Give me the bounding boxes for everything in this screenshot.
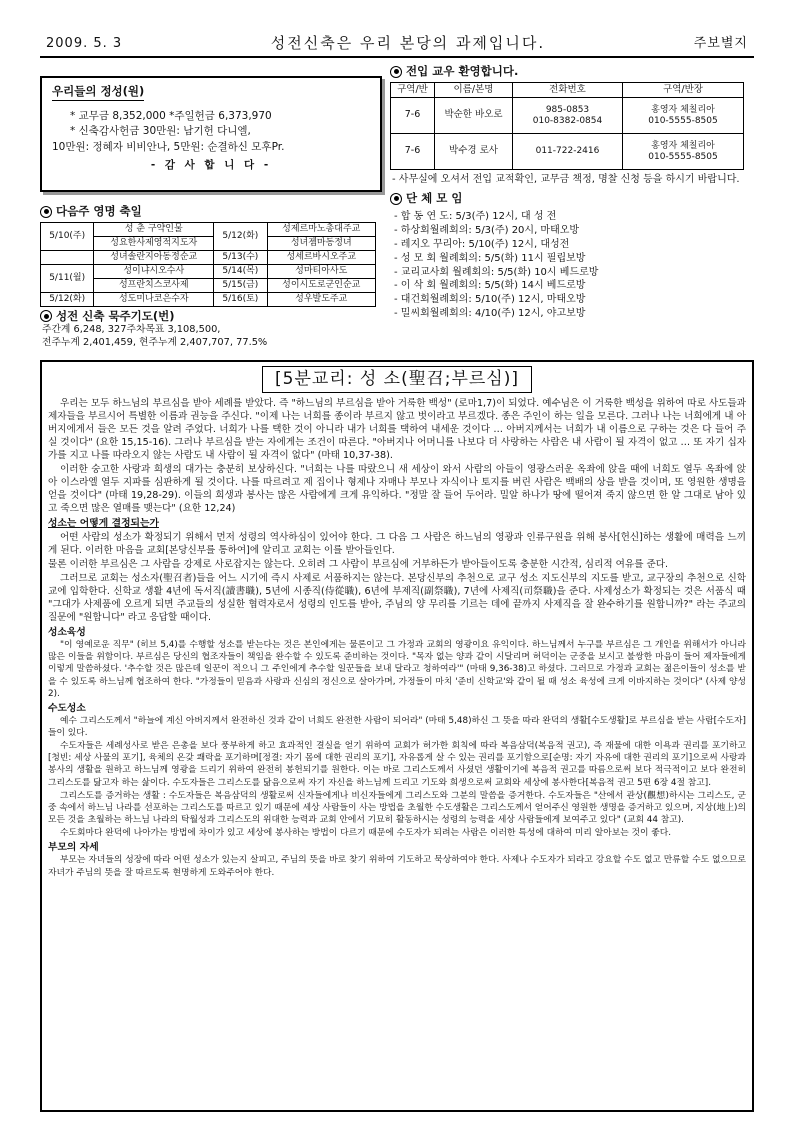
phone-line: 985-0853 <box>545 104 590 115</box>
lesson-paragraph: 그러므로 교회는 성소자(聖召者)들을 어느 시기에 즉시 사제로 서품하지는 않는다. 본당신부의 추천으로 교구 성소 지도신부의 지도를 받고, 교구장의 추천으로 신학교에 입학한다. 신학교 생활 4년에 독서직(讀書職), 5년에 시종직(侍從職), 6년에 부제직(副祭職), 7년에 사제직(司祭職)을 준다. 사제성소가 확정되는 것은 서품식 때 "그대가 사제품에 오르게 되면 주교들의 성실한 협력자로서 성령의 인도를 받아, 주님의 양 무리를 기르는 데에 끝까지 사제직을 잘 완수하기를 원합니까?" 라는 주교의 질문에 "원합니다" 라고 응답할 때이다. <box>48 572 746 623</box>
bullet-circle-icon <box>40 206 52 218</box>
column-header: 구역/반 <box>391 82 435 98</box>
lesson-subheading: 수도성소 <box>48 702 86 714</box>
feast-saint-cell: 성이냐시오수사 <box>94 264 214 278</box>
table-row <box>41 222 376 236</box>
offering-box <box>40 76 382 192</box>
feast-date-cell: 5/12(화) <box>214 222 267 250</box>
lesson-small-section <box>48 626 746 879</box>
feast-saint-cell: 성이시도로군인순교 <box>267 278 376 292</box>
feast-date-cell: 5/13(수) <box>214 250 267 264</box>
feast-date-cell: 5/11(월) <box>41 264 94 292</box>
name-cell: 박순한 바오로 <box>435 98 513 134</box>
lesson-subheading: 성소육성 <box>48 626 86 638</box>
feast-saint-cell: 성프란치스코사제 <box>94 278 214 292</box>
feast-date-cell: 5/14(목) <box>214 264 267 278</box>
feast-saint-cell: 성제르마노총대주교 <box>267 222 376 236</box>
feast-date-cell: 5/10(주) <box>41 222 94 250</box>
offering-thanks: - 감 사 합 니 다 - <box>150 158 272 171</box>
phone-cell <box>513 134 623 170</box>
top-section <box>40 64 754 354</box>
lesson-paragraph: 어떤 사람의 성소가 확정되기 위해서 먼저 성령의 역사하심이 있어야 한다. 그 다음 그 사람은 하느님의 영광과 인류구원을 위해 봉사[헌신]하는 생활에 매력을 느끼게 된다. 이러한 마음을 교회[본당신부를 통하여]에 알리고 교회는 이를 받아들인다. <box>48 531 746 556</box>
lesson-paragraph: 우리는 모두 하느님의 부르심을 받아 세례를 받았다. 즉 "하느님의 부르심을 받아 거룩한 백성" (로마1,7)이 되었다. 예수님은 이 거룩한 백성을 위하여 따로 사도들과 제자들을 부르시어 특별한 이름과 권능을 주신다. "이제 나는 너희를 종이라 부르지 않고 벗이라고 부르겠다. 종은 주인이 하는 일을 모른다. 그러나 나는 너희에게 내 아버지에게서 들은 모든 것을 알려 주었다. 너희가 나를 택한 것이 아니라 내가 너희를 택하여 내세운 것이다 … 아버지께서는 너희가 내 이름으로 구하는 것은 다 들어 주실 것이다" (요한 15,15-16). 그러나 부르심을 받는 자에게는 조건이 따른다. "아버지나 어머니를 나보다 더 사랑하는 사람은 내 사람이 될 자격이 없고 … 또 자기 십자가를 지고 나를 따라오지 않는 사람도 내 사람이 될 자격이 없다" (마태 10,37-38). <box>48 397 746 462</box>
list-item: - 하상회월례회의: 5/3(주) 20시, 마태오방 <box>394 225 580 237</box>
list-item: - 레지오 꾸리아: 5/10(주) 12시, 대성전 <box>394 238 570 250</box>
leader-cell <box>623 98 744 134</box>
leader-name: 홍영자 체칠리아 <box>651 140 715 151</box>
list-item: - 대건회월례회의: 5/10(주) 12시, 마태오방 <box>394 294 586 306</box>
prayer-title-row <box>40 309 382 325</box>
leader-phone: 010-5555-8505 <box>648 151 718 162</box>
table-row <box>41 250 376 264</box>
lesson-paragraph: 그리스도를 증거하는 생활 : 수도자들은 복음삼덕의 생활로써 신자들에게나 비신자들에게 그리스도와 그분의 말씀을 증거한다. 수도자들은 "산에서 관상(觀想)하시는 그리스도, 군중 속에서 하느님 나라를 선포하는 그리스도를 따르고 있기 때문에 세상 사람들이 사는 방법을 초월한 수도생활은 그리스도께서 얻어주신 영원한 생명을 증거하고 있으며, 지상(地上)의 모든 것을 초월하는 하느님 나라의 탁월성과 그리스도의 위대한 능력과 교회 안에서 기묘히 활동하시는 성령의 능력을 세상 사람들에게 보여주고 있다" (교회 44 참고). <box>48 790 746 825</box>
lesson-paragraph: 이러한 숭고한 사랑과 희생의 대가는 충분히 보상하신다. "너희는 나를 따랐으니 새 세상이 와서 사람의 아들이 영광스러운 옥좌에 앉을 때에 너희도 열두 옥좌에 앉아 이스라엘 열두 지파를 심판하게 될 것이다. 나를 따르려고 제 집이나 형제나 자매나 부모나 자식이나 토지를 버린 사람은 백배의 상을 받을 것이며, 또 영원한 생명을 얻을 것이다" (마태 19,28-29). 이들의 희생과 봉사는 많은 사람에게 크게 유익하다. "정말 잘 들어 두어라. 밀알 하나가 땅에 떨어져 죽지 않으면 한 알 그대로 남아 있고 죽으면 많은 열매를 맺는다" (요한 12,24) <box>48 464 746 515</box>
list-item: - 밀씨회월례회의: 4/10(주) 12시, 야고보방 <box>394 307 586 319</box>
meetings-list <box>390 210 754 320</box>
table-header-row <box>391 82 744 98</box>
lesson-paragraph: 수도자들은 세례성사로 받은 은총을 보다 풍부하게 하고 효과적인 결실을 얻기 위하여 교회가 허가한 회칙에 따라 복음삼덕(복음적 권고), 즉 재물에 대한 이욕과 권리를 포기하고[청빈: 세상 사물의 포기], 육체의 온갖 쾌락을 포기하며[정결: 자기 몸에 대한 권리의 포기], 자유롭게 살 수 있는 권리를 포기함으로[순명: 자기 자유에 대한 권리의 포기]으로써 사랑과 봉사의 생활을 원하고 하느님께 영광을 드리기 위하여 완전히 봉헌되기를 원한다. 이는 바로 그리스도께서 사셨던 생활이기에 복음적 권고를 따름으로써 보다 적극적이고 보다 완전히 그리스도를 닮고자 하는 삶이다. 수도자들은 그리스도를 닮음으로써 자기 자신을 하느님께 드리고 기도와 희생으로써 교회와 세상에 봉사한다[복음적 권고 5편 6장 4절 참고]. <box>48 741 746 788</box>
lesson-title: [5분교리: 성 소(聖召;부르심)] <box>262 366 532 393</box>
welcome-title: 전입 교우 환영합니다. <box>406 64 519 78</box>
issue-date: 2009. 5. 3 <box>46 36 123 52</box>
right-column <box>382 64 754 354</box>
zone-cell: 7-6 <box>391 134 435 170</box>
welcome-table <box>390 82 744 171</box>
table-row <box>41 264 376 278</box>
welcome-note: - 사무실에 오셔서 전입 교적확인, 교무금 책정, 명찰 신청 등을 하시기 바랍니다. <box>392 174 740 186</box>
edition-label: 주보별지 <box>693 36 748 52</box>
column-header: 전화번호 <box>513 82 623 98</box>
feast-saint-cell: 성마티아사도 <box>267 264 376 278</box>
column-header: 구역/반장 <box>623 82 744 98</box>
lesson-subheading: 성소는 어떻게 결정되는가 <box>48 518 159 530</box>
feast-title: 다음주 영명 축일 <box>56 204 142 218</box>
feast-saint-cell: 성우발도주교 <box>267 292 376 306</box>
feast-saint-cell: 성요한사제영적지도자 <box>94 236 214 250</box>
welcome-title-row <box>390 64 754 80</box>
feast-table <box>40 222 376 307</box>
feast-saint-cell: 성녀젬마동정녀 <box>267 236 376 250</box>
phone-line: 011-722-2416 <box>535 146 600 157</box>
table-row <box>391 134 744 170</box>
lesson-frame <box>40 360 754 1112</box>
leader-phone: 010-5555-8505 <box>648 115 718 126</box>
prayer-summary <box>40 324 382 349</box>
table-row <box>391 98 744 134</box>
leader-name: 홍영자 체칠리아 <box>651 104 715 115</box>
name-cell: 박수경 로사 <box>435 134 513 170</box>
prayer-line-1: 주간계 6,248, 327주차목표 3,108,500, <box>42 324 221 336</box>
page-title: 성전신축은 우리 본당의 과제입니다. <box>270 33 546 52</box>
bullet-circle-icon <box>40 310 52 322</box>
bulletin-page <box>40 28 754 1112</box>
lesson-paragraph: 부모는 자녀들의 성장에 따라 어떤 성소가 있는지 살피고, 주님의 뜻을 바로 찾기 위하여 기도하고 묵상하여야 한다. 사제나 수도자가 되라고 강요할 수도 없고 만류할 수도 없으므로 자녀가 주님의 뜻을 잘 따르도록 현명하게 도와주어야 한다. <box>48 855 746 878</box>
offering-line-2: * 신축감사헌금 30만원: 남기헌 다니엘, <box>70 125 251 138</box>
feast-saint-cell: 성도미나코은수자 <box>94 292 214 306</box>
feast-title-row <box>40 204 382 220</box>
offering-line-1: * 교무금 8,352,000 *주일헌금 6,373,970 <box>70 109 272 122</box>
list-item: - 성 모 회 월례회의: 5/5(화) 11시 필립보방 <box>394 252 586 264</box>
bullet-circle-icon <box>390 193 402 205</box>
feast-saint-cell: 성녀솔란지아동정순교 <box>94 250 214 264</box>
prayer-title: 성전 신축 묵주기도(번) <box>56 308 175 323</box>
feast-date-cell <box>41 250 94 264</box>
lesson-body <box>48 397 746 879</box>
meetings-title-row <box>390 191 754 207</box>
offering-title: 우리들의 정성(원) <box>52 84 144 101</box>
lesson-subheading: 부모의 자세 <box>48 842 99 854</box>
feast-saint-cell: 성세르바시오주교 <box>267 250 376 264</box>
lesson-paragraph: 물론 이러한 부르심은 그 사람을 강제로 사로잡지는 않는다. 오히려 그 사람이 부르심에 거부하든가 받아들이도록 충분한 시간적, 심리적 여유를 준다. <box>48 558 669 570</box>
offering-line-3: 10만원: 정혜자 비비안나, 5만원: 순결하신 모후Pr. <box>52 141 285 154</box>
phone-line: 010-8382-0854 <box>532 115 603 126</box>
bullet-circle-icon <box>390 66 402 78</box>
lesson-paragraph: 수도회마다 완덕에 나아가는 방법에 차이가 있고 세상에 봉사하는 방법이 다르기 때문에 수도자가 되려는 사람은 이러한 특성에 대하여 미리 알아보는 것이 좋다. <box>60 828 672 839</box>
column-header: 이름/본명 <box>435 82 513 98</box>
table-row <box>41 292 376 306</box>
list-item: - 합 동 연 도: 5/3(주) 12시, 대 성 전 <box>394 211 557 223</box>
zone-cell: 7-6 <box>391 98 435 134</box>
list-item: - 교리교사회 월례회의: 5/5(화) 10시 베드로방 <box>394 266 599 278</box>
prayer-line-2: 전주누계 2,401,459, 현주누계 2,407,707, 77.5% <box>42 336 268 348</box>
left-column <box>40 64 382 354</box>
feast-date-cell: 5/12(화) <box>41 292 94 306</box>
lesson-paragraph: 예수 그리스도께서 "하늘에 계신 아버지께서 완전하신 것과 같이 너희도 완전한 사람이 되어라" (마태 5,48)하신 그 뜻을 따라 완덕의 생활[수도생활]로 부르심을 받는 사람[수도자]들이 있다. <box>48 715 746 739</box>
leader-cell <box>623 134 744 170</box>
page-header <box>40 28 754 58</box>
meetings-title: 단 체 모 임 <box>406 190 463 205</box>
feast-header-cell: 성 춘 구약인물 <box>94 222 214 236</box>
phone-cell <box>513 98 623 134</box>
list-item: - 이 삭 회 월례회의: 5/5(화) 14시 베드로방 <box>394 280 586 292</box>
feast-date-cell: 5/16(토) <box>214 292 267 306</box>
lesson-paragraph: "이 영예로운 직무" (히브 5,4)를 수행할 성소를 받는다는 것은 본인에게는 물론이고 그 가정과 교회의 영광이요 유익이다. 하느님께서 누구를 부르심은 그 개인을 위해서가 아니라 많은 이들을 위함이다. 부르심은 당신의 협조자들이 책임을 완수할 수 있도록 준비하는 것이다. "목자 없는 양과 같이 시달리며 허덕이는 군중을 보시고 불쌍한 마음이 들어 제자들에게 이렇게 말씀하셨다. '추수할 것은 많은데 일꾼이 적으니 그 주인에게 추수할 일꾼들을 보내 달라고 청하여라'" (마태 9,36-38)고 하셨다. 그러므로 가정과 교회는 젊은이들이 성소를 받을 수 있도록 하느님께 협조하여 한다. "가정들이 믿음과 사랑과 신심의 정신으로 살아가며, 가정들이 마치 '준비 신학교'와 같이 될 때 성소 육성에 크게 이바지하는 것이다" (사제 양성 2). <box>48 640 746 699</box>
feast-date-cell: 5/15(금) <box>214 278 267 292</box>
